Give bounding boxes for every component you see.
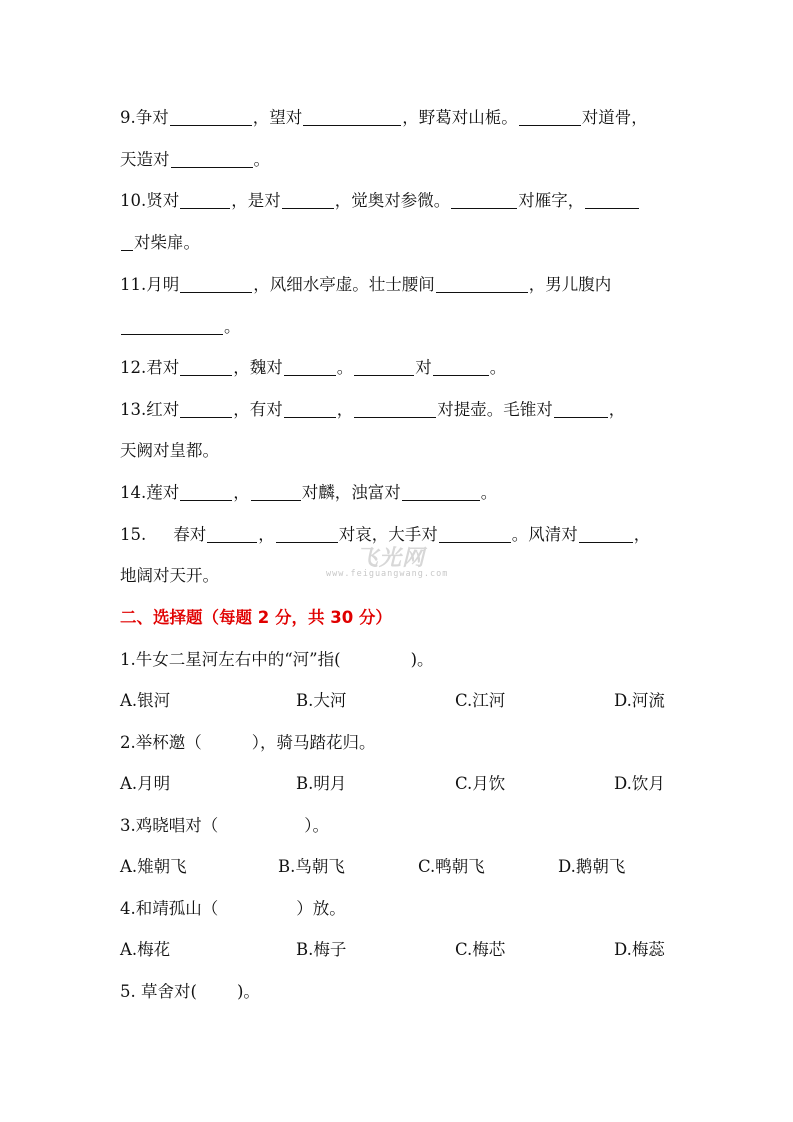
choice-question-5: 5. 草舍对( )。 xyxy=(120,982,260,1001)
option-b[interactable]: B.明月 xyxy=(296,774,347,793)
blank[interactable] xyxy=(180,482,232,501)
question-10-line-1: 10.贤对 ，是对 ，觉奥对参微。 对雁字， xyxy=(120,190,640,212)
option-d[interactable]: D.梅蕊 xyxy=(614,940,665,959)
blank[interactable] xyxy=(284,399,336,418)
blank[interactable] xyxy=(121,316,223,335)
option-c[interactable]: C.月饮 xyxy=(455,774,506,793)
blank[interactable] xyxy=(451,190,517,209)
option-b[interactable]: B.鸟朝飞 xyxy=(278,857,345,876)
question-11-line-1: 11.月明 ，风细水亭虚。壮士腰间 ，男儿腹内 xyxy=(120,275,612,294)
option-b[interactable]: B.大河 xyxy=(296,691,347,710)
blank[interactable] xyxy=(519,107,581,126)
question-15-line-1: 15. 春对 ， 对哀，大手对 。风清对 ， xyxy=(120,525,651,544)
blank[interactable] xyxy=(303,107,401,126)
question-9-line-1: 9.争对 ，望对 ，野葛对山栀。 对道骨， xyxy=(120,108,648,127)
blank[interactable] xyxy=(354,399,436,418)
option-c[interactable]: C.梅芯 xyxy=(455,940,506,959)
question-12: 12.君对 ，魏对 。 对 。 xyxy=(120,358,507,377)
blank[interactable] xyxy=(436,274,528,293)
blank[interactable] xyxy=(554,399,608,418)
question-13-line-2: 天阙对皇都。 xyxy=(120,441,219,460)
blank[interactable] xyxy=(171,149,253,168)
option-d[interactable]: D.河流 xyxy=(614,691,665,710)
blank[interactable] xyxy=(180,357,232,376)
blank[interactable] xyxy=(579,524,633,543)
question-13-line-1: 13.红对 ，有对 ， 对提壶。毛锥对 ， xyxy=(120,400,626,419)
blank[interactable] xyxy=(180,190,230,209)
option-a[interactable]: A.银河 xyxy=(120,691,171,710)
question-15-line-2: 地阔对天开。 xyxy=(120,566,219,585)
choice-question-4: 4.和靖孤山（ ）放。 xyxy=(120,899,346,918)
blank[interactable] xyxy=(170,107,252,126)
blank[interactable] xyxy=(585,190,639,209)
question-11-line-2: 。 xyxy=(120,316,241,338)
choice-question-3: 3.鸡晓唱对（ ）。 xyxy=(120,816,329,835)
watermark-logo: 飞光网 www.feiguangwang.com xyxy=(326,546,449,579)
option-c[interactable]: C.江河 xyxy=(455,691,506,710)
option-d[interactable]: D.鹅朝飞 xyxy=(558,857,626,876)
choice-question-1: 1.牛女二星河左右中的“河”指( )。 xyxy=(120,650,434,669)
blank[interactable] xyxy=(402,482,480,501)
option-d[interactable]: D.饮月 xyxy=(614,774,665,793)
option-b[interactable]: B.梅子 xyxy=(296,940,347,959)
blank[interactable] xyxy=(433,357,489,376)
question-10-line-2: 对柴扉。 xyxy=(120,232,200,254)
choice-question-2: 2.举杯邀（ ），骑马踏花归。 xyxy=(120,733,376,752)
question-9-line-2: 天造对 。 xyxy=(120,150,270,169)
blank[interactable] xyxy=(282,190,334,209)
blank[interactable] xyxy=(251,482,301,501)
section-heading: 二、选择题（每题 2 分，共 30 分） xyxy=(120,608,392,627)
option-c[interactable]: C.鸭朝飞 xyxy=(418,857,485,876)
option-a[interactable]: A.雉朝飞 xyxy=(120,857,187,876)
question-14: 14.莲对 ， 对麟，浊富对 。 xyxy=(120,483,498,502)
blank[interactable] xyxy=(180,274,252,293)
option-a[interactable]: A.月明 xyxy=(120,774,171,793)
option-a[interactable]: A.梅花 xyxy=(120,940,171,959)
blank[interactable] xyxy=(354,357,414,376)
blank[interactable] xyxy=(207,524,257,543)
blank[interactable] xyxy=(121,232,133,251)
blank[interactable] xyxy=(180,399,232,418)
blank[interactable] xyxy=(284,357,336,376)
